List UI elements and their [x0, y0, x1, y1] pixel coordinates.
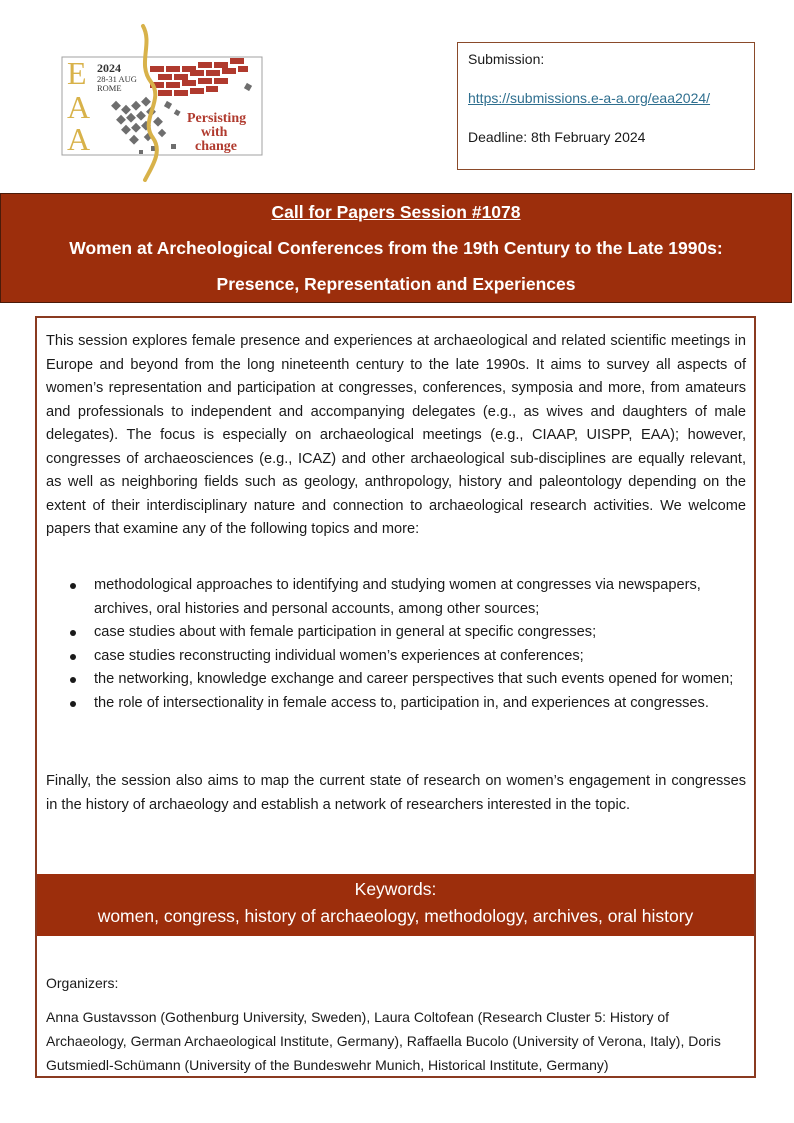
logo-city: ROME	[97, 83, 122, 93]
organizers-heading: Organizers:	[46, 975, 119, 991]
list-item	[46, 645, 736, 669]
topics-list	[46, 574, 736, 715]
topic-text: case studies about with female participation in general at specific congresses;	[94, 624, 597, 640]
keywords-banner	[37, 874, 754, 936]
keywords-heading: Keywords:	[354, 879, 437, 899]
organizers-section	[46, 973, 751, 1077]
closing-paragraph: Finally, the session also aims to map the current state of research on women’s engagement in congresses in the history of archaeology and establish a network of researchers interested in the topic.	[46, 773, 746, 813]
logo-letter-a2: A	[67, 121, 91, 157]
logo-motto-1: Persisting	[187, 111, 247, 126]
submission-box	[457, 42, 755, 170]
submission-link[interactable]: https://submissions.e-a-a.org/eaa2024/	[468, 90, 711, 106]
list-item	[46, 621, 736, 645]
bullet-icon	[70, 630, 76, 636]
title-banner	[0, 193, 792, 303]
list-item	[46, 692, 736, 716]
eaa-2024-logo	[55, 22, 270, 182]
list-item	[46, 574, 736, 621]
deadline-text: Deadline: 8th February 2024	[468, 129, 646, 145]
bullet-icon	[70, 583, 76, 589]
logo-dates: 28-31 AUG	[97, 74, 137, 84]
bullet-icon	[70, 654, 76, 660]
organizers-names: Anna Gustavsson (Gothenburg University, Sweden), Laura Coltofean (Research Cluster 5: History of Archaeology, German Archaeological Institute, Germany), Raffaella Bucolo (University of Verona, Italy), Doris Gutsmiedl-Schümann (University of the Bundeswehr Munich, Historical Institute, Germany)	[46, 1009, 721, 1073]
list-item	[46, 668, 736, 692]
topic-text: case studies reconstructing individual women’s experiences at conferences;	[94, 647, 584, 664]
logo-motto-3: change	[195, 139, 237, 154]
submission-label: Submission:	[468, 51, 545, 67]
session-description-box	[35, 316, 756, 1078]
bullet-icon	[70, 677, 76, 683]
logo-motto-2: with	[201, 125, 228, 140]
session-title: Call for Papers Session #1078	[271, 202, 521, 222]
session-subtitle-line-1: Women at Archeological Conferences from the 19th Century to the Late 1990s:	[69, 238, 723, 258]
logo-year: 2024	[97, 61, 121, 75]
topic-text: methodological approaches to identifying and studying women at congresses via newspapers, archives, oral histories and personal accounts, among other sources;	[94, 577, 701, 617]
abstract-paragraph: This session explores female presence and experiences at archaeological and related scientific meetings in Europe and beyond from the long nineteenth century to the late 1990s. It aims to survey all aspects of women’s representation and participation at congresses, conferences, symposia and more, from amateurs and professionals to independent and accompanying delegates (e.g., as wives and daughters of male delegates). The focus is especially on archaeological meetings (e.g., CIAAP, UISPP, EAA); however, congresses of archaeosciences (e.g., ICAZ) and other archaeological sub-disciplines are equally relevant, as well as neighboring fields such as geology, anthropology, history and paleontology depending on the extent of their interdisciplinary nature and connection to archaeological research activities. We welcome papers that examine any of the following topics and more:	[46, 333, 746, 537]
logo-letter-e: E	[67, 55, 87, 91]
topic-text: the role of intersectionality in female access to, participation in, and experiences at congresses.	[94, 694, 709, 711]
topic-text: the networking, knowledge exchange and career perspectives that such events opened for women;	[94, 671, 734, 687]
logo-letter-a1: A	[67, 89, 91, 125]
session-subtitle-line-2: Presence, Representation and Experiences	[216, 274, 576, 294]
keywords-list: women, congress, history of archaeology, methodology, archives, oral history	[97, 906, 694, 926]
bullet-icon	[70, 701, 76, 707]
